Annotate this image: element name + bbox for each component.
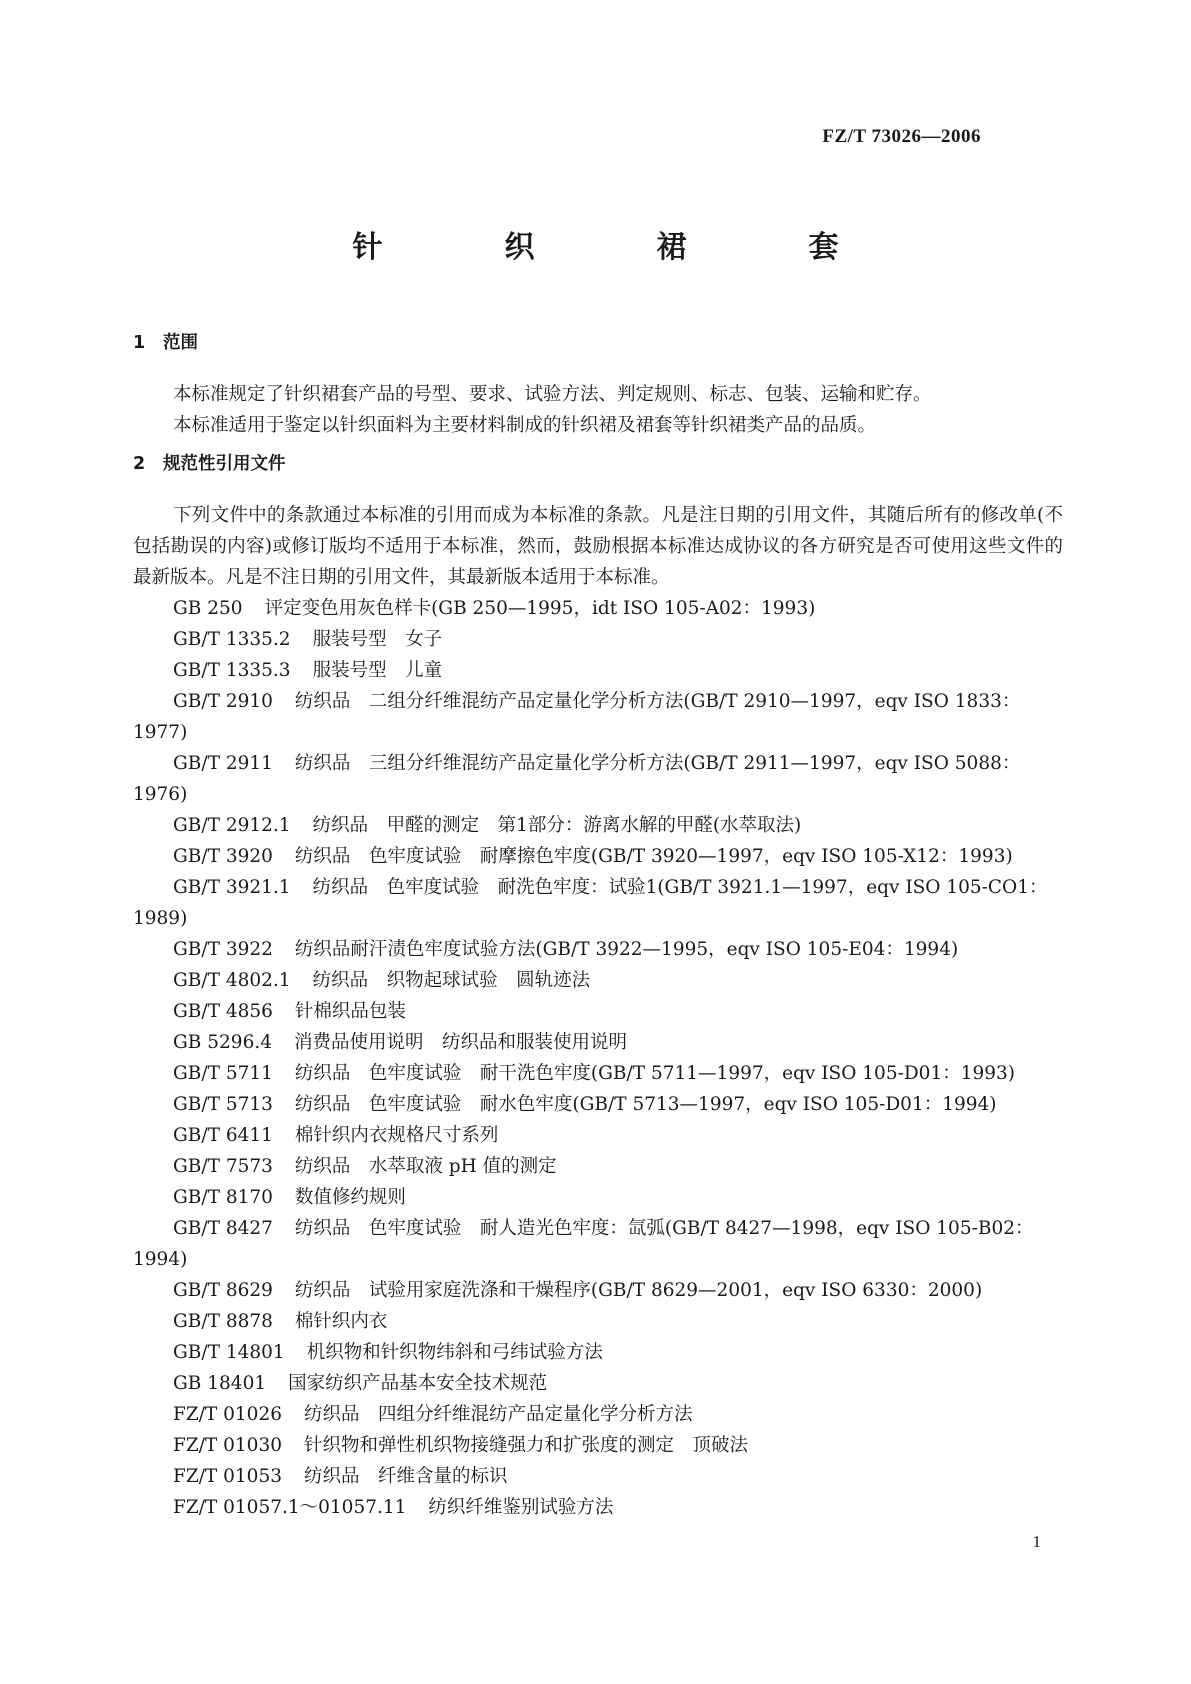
reference-code: GB/T 7573	[173, 1156, 273, 1177]
reference-item	[133, 872, 1063, 934]
reference-item	[133, 1430, 1063, 1461]
section-2-heading	[133, 449, 1063, 480]
reference-title: 纺织品 水萃取液 pH 值的测定	[294, 1156, 557, 1177]
reference-item	[133, 1182, 1063, 1213]
reference-item	[133, 1461, 1063, 1492]
reference-item	[133, 593, 1063, 624]
reference-code: GB/T 8629	[173, 1280, 273, 1301]
document-title	[0, 222, 1191, 266]
reference-code: GB/T 8878	[173, 1311, 273, 1332]
reference-title: 机织物和针织物纬斜和弓纬试验方法	[306, 1342, 603, 1363]
reference-item	[133, 1058, 1063, 1089]
reference-code: GB/T 4856	[173, 1001, 273, 1022]
reference-item	[133, 1151, 1063, 1182]
reference-code: GB 250	[173, 598, 243, 619]
reference-item	[133, 996, 1063, 1027]
section-1-title: 范围	[163, 333, 198, 353]
reference-code: GB 18401	[173, 1373, 267, 1394]
reference-title: 棉针织内衣规格尺寸系列	[294, 1125, 499, 1146]
reference-title: 纺织品 纤维含量的标识	[304, 1466, 508, 1487]
reference-item	[133, 1120, 1063, 1151]
reference-title: 纺织品 色牢度试验 耐人造光色牢度：氙弧(GB/T 8427—1998，eqv ISO 105-B02：1994)	[133, 1218, 1034, 1270]
reference-code: GB/T 6411	[173, 1125, 273, 1146]
reference-code: FZ/T 01057.1～01057.11	[173, 1497, 407, 1518]
reference-item	[133, 1399, 1063, 1430]
reference-title: 纺织品 甲醛的测定 第1部分：游离水解的甲醛(水萃取法)	[312, 815, 802, 836]
reference-title: 纺织品 试验用家庭洗涤和干燥程序(GB/T 8629—2001，eqv ISO 6330：2000)	[294, 1280, 983, 1301]
reference-code: GB/T 5713	[173, 1094, 273, 1115]
reference-title: 纺织品 三组分纤维混纺产品定量化学分析方法(GB/T 2911—1997，eqv ISO 5088：1976)	[133, 753, 1021, 805]
section-1-heading	[133, 328, 1063, 359]
reference-code: GB 5296.4	[173, 1032, 272, 1053]
reference-code: FZ/T 01026	[173, 1404, 282, 1425]
section-1-paragraph: 本标准适用于鉴定以针织面料为主要材料制成的针织裙及裙套等针织裙类产品的品质。	[173, 415, 877, 436]
standard-number: FZ/T 73026—2006	[822, 126, 981, 147]
reference-title: 纺织纤维鉴别试验方法	[428, 1497, 614, 1518]
reference-title: 评定变色用灰色样卡(GB 250—1995，idt ISO 105-A02：1993)	[264, 598, 816, 619]
reference-title: 数值修约规则	[294, 1187, 406, 1208]
reference-code: GB/T 5711	[173, 1063, 273, 1084]
reference-title: 纺织品 色牢度试验 耐水色牢度(GB/T 5713—1997，eqv ISO 105-D01：1994)	[294, 1094, 997, 1115]
reference-title: 纺织品 色牢度试验 耐洗色牢度：试验1(GB/T 3921.1—1997，eqv ISO 105-CO1：1989)	[133, 877, 1048, 929]
reference-title: 纺织品 色牢度试验 耐干洗色牢度(GB/T 5711—1997，eqv ISO 105-D01：1993)	[294, 1063, 1016, 1084]
reference-code: GB/T 2912.1	[173, 815, 291, 836]
reference-title: 纺织品 色牢度试验 耐摩擦色牢度(GB/T 3920—1997，eqv ISO 105-X12：1993)	[294, 846, 1013, 867]
reference-title: 服装号型 儿童	[312, 660, 443, 681]
reference-item	[133, 1027, 1063, 1058]
reference-code: GB/T 14801	[173, 1342, 285, 1363]
reference-code: GB/T 3921.1	[173, 877, 291, 898]
reference-item	[133, 841, 1063, 872]
reference-item	[133, 1306, 1063, 1337]
reference-title: 国家纺织产品基本安全技术规范	[288, 1373, 548, 1394]
reference-code: GB/T 2911	[173, 753, 273, 774]
reference-title: 针织物和弹性机织物接缝强力和扩张度的测定 顶破法	[304, 1435, 749, 1456]
reference-item	[133, 1213, 1063, 1275]
section-1-paragraph: 本标准规定了针织裙套产品的号型、要求、试验方法、判定规则、标志、包装、运输和贮存。	[173, 384, 932, 405]
reference-list	[133, 593, 1063, 1523]
reference-item	[133, 655, 1063, 686]
reference-title: 纺织品 二组分纤维混纺产品定量化学分析方法(GB/T 2910—1997，eqv ISO 1833：1977)	[133, 691, 1021, 743]
reference-item	[133, 1275, 1063, 1306]
reference-item	[133, 748, 1063, 810]
reference-title: 纺织品 织物起球试验 圆轨迹法	[312, 970, 591, 991]
reference-code: GB/T 1335.3	[173, 660, 291, 681]
reference-item	[133, 1492, 1063, 1523]
reference-code: GB/T 4802.1	[173, 970, 291, 991]
reference-code: GB/T 3922	[173, 939, 273, 960]
reference-item	[133, 1337, 1063, 1368]
section-2-intro: 下列文件中的条款通过本标准的引用而成为本标准的条款。凡是注日期的引用文件，其随后所有的修改单(不包括勘误的内容)或修订版均不适用于本标准，然而，鼓励根据本标准达成协议的各方研究是否可使用这些文件的最新版本。凡是不注日期的引用文件，其最新版本适用于本标准。	[133, 505, 1063, 588]
reference-title: 棉针织内衣	[294, 1311, 388, 1332]
reference-title: 纺织品耐汗渍色牢度试验方法(GB/T 3922—1995，eqv ISO 105-E04：1994)	[294, 939, 959, 960]
reference-item	[133, 1089, 1063, 1120]
reference-item	[133, 810, 1063, 841]
section-2-title: 规范性引用文件	[163, 454, 286, 474]
reference-code: GB/T 8427	[173, 1218, 273, 1239]
page-number: 1	[1032, 1532, 1041, 1551]
reference-item	[133, 965, 1063, 996]
reference-code: GB/T 3920	[173, 846, 273, 867]
reference-title: 消费品使用说明 纺织品和服装使用说明	[294, 1032, 628, 1053]
section-1-number: 1	[133, 333, 146, 353]
reference-title: 纺织品 四组分纤维混纺产品定量化学分析方法	[304, 1404, 693, 1425]
reference-code: GB/T 2910	[173, 691, 273, 712]
reference-code: FZ/T 01030	[173, 1435, 282, 1456]
reference-item	[133, 686, 1063, 748]
reference-item	[133, 934, 1063, 965]
reference-code: GB/T 1335.2	[173, 629, 291, 650]
reference-title: 针棉织品包装	[294, 1001, 406, 1022]
document-title-text: 针 织 裙 套	[352, 230, 885, 265]
document-body	[133, 328, 1063, 1523]
section-2-number: 2	[133, 454, 146, 474]
reference-title: 服装号型 女子	[312, 629, 443, 650]
reference-item	[133, 1368, 1063, 1399]
reference-item	[133, 624, 1063, 655]
reference-code: FZ/T 01053	[173, 1466, 282, 1487]
reference-code: GB/T 8170	[173, 1187, 273, 1208]
